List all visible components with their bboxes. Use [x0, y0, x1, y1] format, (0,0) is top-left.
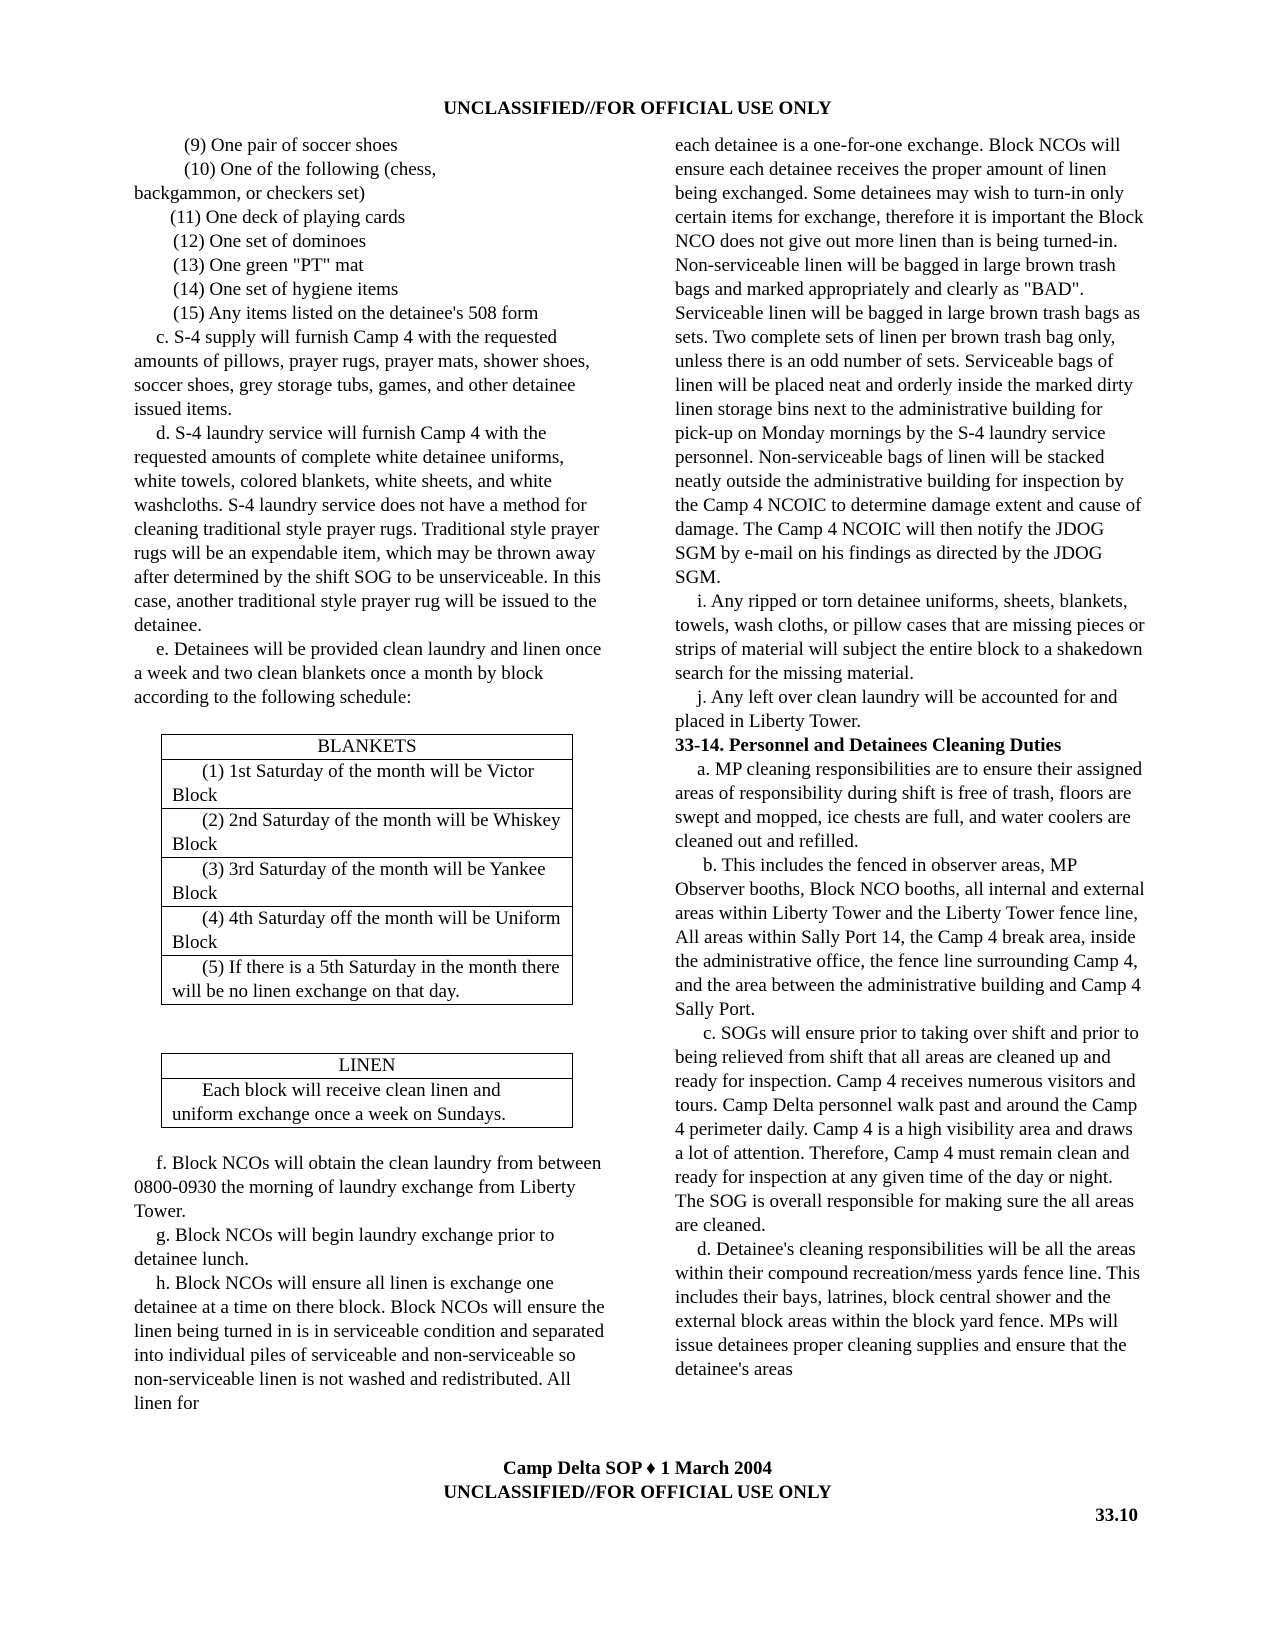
- paragraph-i: i. Any ripped or torn detainee uniforms, sheets, blankets, towels, wash cloths, or pillow cases that are missing pieces or strips of material will subject the entire block to a shakedown search for the missing material.: [675, 591, 1145, 684]
- paragraph-c: c. S-4 supply will furnish Camp 4 with the requested amounts of pillows, prayer rugs, prayer mats, shower shoes, soccer shoes, grey storage tubs, games, and other detainee issued items.: [134, 327, 590, 420]
- paragraph-j: j. Any left over clean laundry will be accounted for and placed in Liberty Tower.: [675, 687, 1118, 732]
- list-item: (14) One set of hygiene items: [173, 279, 399, 300]
- left-column: [134, 134, 606, 1416]
- linen-table-title: LINEN: [162, 1054, 573, 1079]
- paragraph-b: b. This includes the fenced in observer areas, MP Observer booths, Block NCO booths, all internal and external areas within Liberty Tower and the Liberty Tower fence line, All areas within Sally Port 14, the Camp 4 break area, inside the administrative office, the fence line surrounding Camp 4, and the area between the administrative building and Camp 4 Sally Port.: [675, 855, 1145, 1020]
- paragraph-h-continued: each detainee is a one-for-one exchange. Block NCOs will ensure each detainee receives the proper amount of linen being exchanged. Some detainees may wish to turn-in only certain items for exchange, therefore it is important the Block NCO does not give out more linen than is being turned-in. Non-serviceable linen will be bagged in large brown trash bags and marked appropriately and clearly as "BAD". Serviceable linen will be bagged in large brown trash bags as sets. Two complete sets of linen per brown trash bag only, unless there is an odd number of sets. Serviceable bags of linen will be placed neat and orderly inside the marked dirty linen storage bins next to the administrative building for pick-up on Monday mornings by the S-4 laundry service personnel. Non-serviceable bags of linen will be stacked neatly outside the administrative building for inspection by the Camp 4 NCOIC to determine damage extent and cause of damage. The Camp 4 NCOIC will then notify the JDOG SGM by e-mail on his findings as directed by the JDOG SGM.: [675, 135, 1144, 588]
- page-number: 33.10: [1095, 1505, 1138, 1526]
- list-item: (9) One pair of soccer shoes: [184, 135, 398, 156]
- table-row: (1) 1st Saturday of the month will be Victor Block: [162, 760, 573, 809]
- list-item: (10) One of the following (chess,: [184, 159, 437, 180]
- list-item: backgammon, or checkers set): [134, 183, 366, 204]
- table-row: (2) 2nd Saturday of the month will be Whiskey Block: [162, 809, 573, 858]
- footer-classification: UNCLASSIFIED//FOR OFFICIAL USE ONLY: [443, 1482, 832, 1503]
- paragraph-g: g. Block NCOs will begin laundry exchange prior to detainee lunch.: [134, 1225, 555, 1270]
- table-row: (5) If there is a 5th Saturday in the month there will be no linen exchange on that day.: [162, 956, 573, 1005]
- list-item: (11) One deck of playing cards: [170, 207, 406, 228]
- list-item: (12) One set of dominoes: [173, 231, 367, 252]
- classification-header: UNCLASSIFIED//FOR OFFICIAL USE ONLY: [443, 98, 832, 119]
- paragraph-h: h. Block NCOs will ensure all linen is exchange one detainee at a time on there block. Block NCOs will ensure the linen being turned in is in serviceable condition and separated into individual piles of serviceable and non-serviceable so non-serviceable linen is not washed and redistributed. All linen for: [134, 1273, 605, 1414]
- paragraph-d: d. S-4 laundry service will furnish Camp 4 with the requested amounts of complete white detainee uniforms, white towels, colored blankets, white sheets, and white washcloths. S-4 laundry service does not have a method for cleaning traditional style prayer rugs. Traditional style prayer rugs will be an expendable item, which may be thrown away after determined by the shift SOG to be unserviceable. In this case, another traditional style prayer rug will be issued to the detainee.: [134, 423, 601, 636]
- page-footer: [0, 1457, 1275, 1505]
- paragraph-f: f. Block NCOs will obtain the clean laundry from between 0800-0930 the morning of laundry exchange from Liberty Tower.: [134, 1153, 602, 1222]
- section-heading: 33-14. Personnel and Detainees Cleaning Duties: [675, 735, 1062, 756]
- list-item: (13) One green "PT" mat: [173, 255, 364, 276]
- paragraph-a: a. MP cleaning responsibilities are to ensure their assigned areas of responsibility during shift is free of trash, floors are swept and mopped, ice chests are full, and water coolers are cleaned out and refilled.: [675, 759, 1143, 852]
- table-row: Each block will receive clean linen and uniform exchange once a week on Sundays.: [162, 1079, 573, 1128]
- right-column: [675, 134, 1145, 1382]
- list-item: (15) Any items listed on the detainee's 508 form: [173, 303, 539, 324]
- linen-table: [161, 1053, 573, 1128]
- paragraph-d: d. Detainee's cleaning responsibilities will be all the areas within their compound recreation/mess yards fence line. This includes their bays, latrines, block central shower and the external block areas within the block yard fence. MPs will issue detainees proper cleaning supplies and ensure that the detainee's areas: [675, 1239, 1141, 1380]
- footer-document-title: Camp Delta SOP ♦ 1 March 2004: [503, 1458, 772, 1479]
- blankets-table-title: BLANKETS: [162, 735, 573, 760]
- table-row: (3) 3rd Saturday of the month will be Yankee Block: [162, 858, 573, 907]
- table-row: (4) 4th Saturday off the month will be Uniform Block: [162, 907, 573, 956]
- blankets-table: [161, 734, 573, 1005]
- paragraph-e: e. Detainees will be provided clean laundry and linen once a week and two clean blankets once a month by block according to the following schedule:: [134, 639, 602, 708]
- paragraph-c: c. SOGs will ensure prior to taking over shift and prior to being relieved from shift that all areas are cleaned up and ready for inspection. Camp 4 receives numerous visitors and tours. Camp Delta personnel walk past and around the Camp 4 perimeter daily. Camp 4 is a high visibility area and draws a lot of attention. Therefore, Camp 4 must remain clean and ready for inspection at any given time of the day or night. The SOG is overall responsible for making sure the all areas are cleaned.: [675, 1023, 1139, 1236]
